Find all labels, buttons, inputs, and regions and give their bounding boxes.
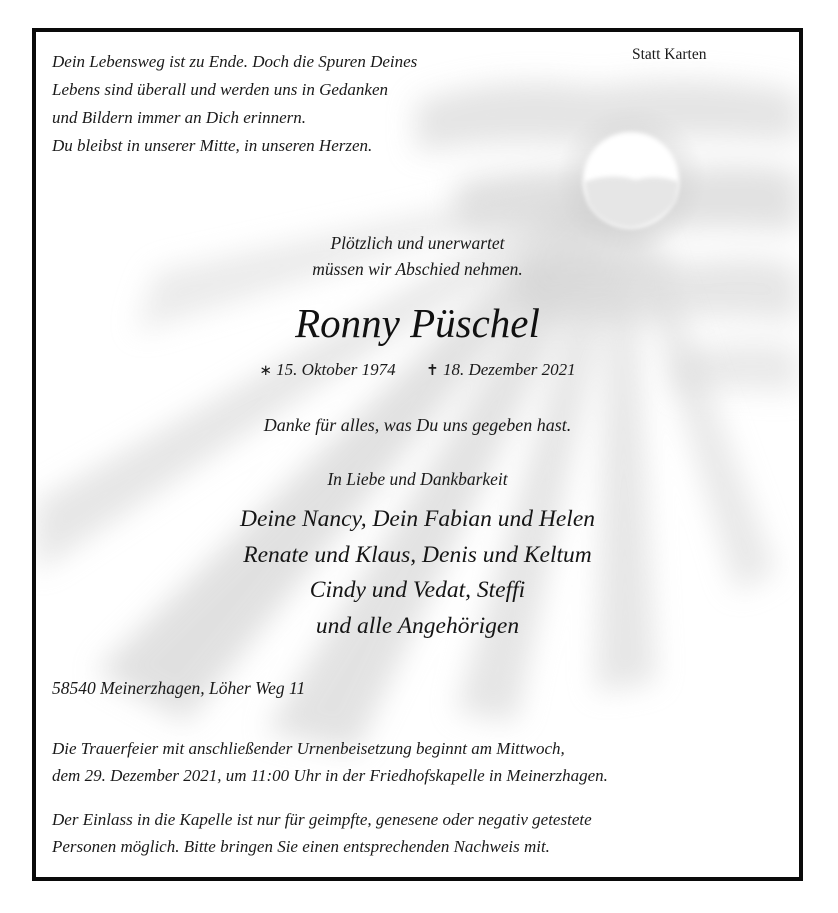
ceremony-line: dem 29. Dezember 2021, um 11:00 Uhr in der Friedhofskapelle in Meinerzhagen. (52, 765, 608, 785)
ceremony-line: Die Trauerfeier mit anschließender Urnenbeisetzung beginnt am Mittwoch, (52, 739, 565, 758)
mourners-line: und alle Angehörigen (315, 612, 520, 639)
obituary-notice (32, 28, 803, 881)
closing-line: In Liebe und Dankbarkeit (327, 469, 508, 489)
pre-name-text (36, 230, 799, 282)
pre-name-line: müssen wir Abschied nehmen. (312, 259, 523, 279)
mourners-line: Cindy und Vedat, Steffi (309, 577, 526, 603)
mourners-line: Deine Nancy, Dein Fabian und Helen (239, 506, 596, 532)
mourners-list (36, 502, 799, 644)
ceremony-info (52, 736, 608, 789)
pre-name-line: Plötzlich und unerwartet (330, 233, 505, 253)
statt-karten-label: Statt Karten (632, 46, 707, 63)
intro-line: Dein Lebensweg ist zu Ende. Doch die Spuren Deines (52, 52, 418, 71)
address: 58540 Meinerzhagen, Löher Weg 11 (52, 678, 306, 698)
life-dates (36, 360, 799, 380)
birth-star-icon: ∗ (259, 361, 272, 379)
mourners-line: Renate und Klaus, Denis und Keltum (243, 541, 592, 568)
death-date: 18. Dezember 2021 (442, 360, 576, 379)
birth-date: 15. Oktober 1974 (276, 360, 396, 379)
admission-line: Personen möglich. Bitte bringen Sie einen entsprechenden Nachweis mit. (52, 836, 550, 856)
intro-line: Du bleibst in unserer Mitte, in unseren Herzen. (52, 136, 373, 155)
intro-line: Lebens sind überall und werden uns in Gedanken (52, 80, 389, 99)
admission-info (52, 807, 592, 860)
admission-line: Der Einlass in die Kapelle ist nur für geimpfte, genesene oder negativ getestete (52, 810, 592, 829)
thanks-line: Danke für alles, was Du uns gegeben hast. (263, 415, 572, 435)
intro-line: und Bildern immer an Dich erinnern. (52, 108, 307, 127)
deceased-name: Ronny Püschel (295, 300, 540, 346)
death-cross-icon: ✝ (426, 361, 439, 379)
intro-verse (52, 48, 417, 160)
